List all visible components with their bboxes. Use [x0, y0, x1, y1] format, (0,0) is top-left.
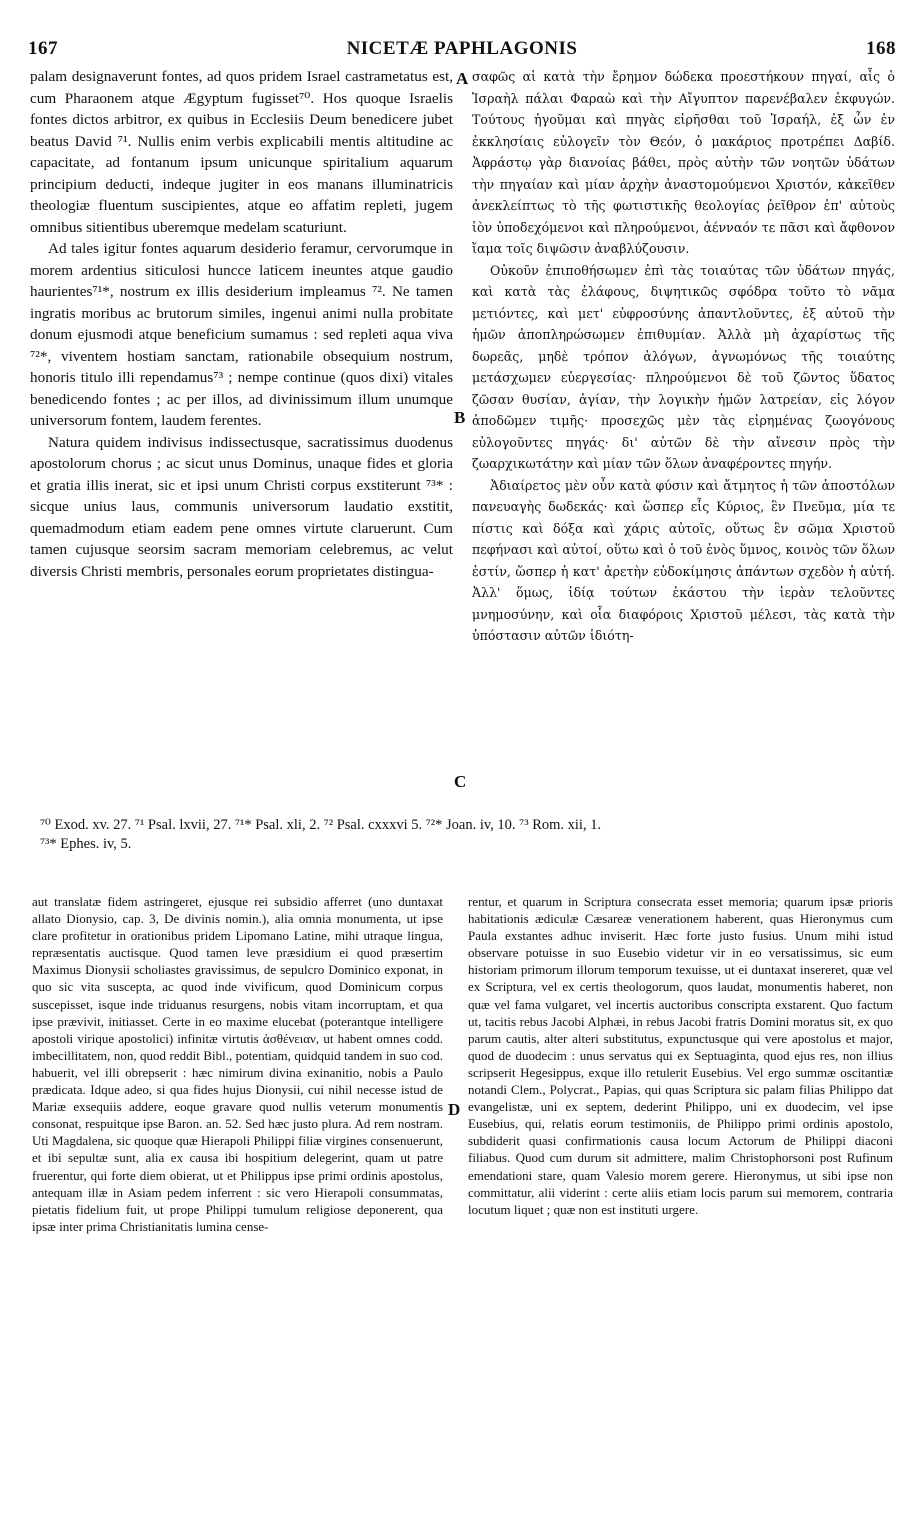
greek-paragraph: Ἀδιαίρετος μὲν οὖν κατὰ φύσιν καὶ ἄτμητος ἡ τῶν ἀποστόλων πανευαγὴς δωδεκάς· καὶ ὥσπερ εἷς Κύριος, ἓν Πνεῦμα, μία τε πίστις καὶ δόξα καὶ χάρις αὐτοῖς, οὕτως ἓν σῶμα Χριστοῦ πεφήνασι καὶ αὐτοί, οὕτω καὶ ὁ τοῦ ἑνὸς ὕμνος, κοινὸς τῶν ὅλων ἐστίν, ὥσπερ ἡ κατ' ἀρετὴν εὐδοκίμησις ἁπάντων σχεδὸν ἡ αὐτή. Ἀλλ' ὅμως, ἰδίᾳ τούτων ἑκάστου τὴν ἱερὰν τελοῦντες μνημοσύνην, καὶ οἷα διαφόροις Χριστοῦ μέλεσι, τὰς κατὰ τὴν ὑπόστασιν αὐτῶν ἰδιότη-	[472, 477, 895, 643]
right-page-number: 168	[866, 38, 896, 59]
notes-paragraph: aut translatæ fidem astringeret, ejusque rei subsidio afferret (uno duntaxat allato Dionysio, cap. 3, De divinis nomin.), alia omnia monumenta, ut ipse clare profitetur in orationibus pridem Lipomano Latine, mihi utraque lingua, repræsentatis auctisque. Quod tamen leve præsidium ei quod præsertim Maximus Dionysii scholiastes gravissimus, de sepulcro Dominico exponat, in quo sic vita suscepta, ac quod inde vivificum, quod Dominicum corpus suscepisset, isque inde triduanus resurgens, nobis vitam incorruptam, et qua ipse prævivit, initiasset. Certe in eo maxime elucebat (poterantque intelligere apostoli virique apostolici) infinitæ virtutis ἀσθένειαν, ut habent omnes codd. imbecillitatem, non, quod reddit Bibl., potentiam, quidquid tandem in suo cod. habuerit, vel illi obrepserit : hæc nimirum divina exinanitio, nobis a Paulo prædicata. Idque adeo, si qua fides hujus Dionysii, cui nihil necesse istud de Mariæ exsequiis addere, eoque gravare quod nullis veterum monumentis consonat, respuitque ipse Baron. an. 52. Sed hæc justo plura. Ad rem nostram. Uti Magdalena, sic quoque quæ Hierapoli Philippi filiæ virgines consenuerunt, et ibi sepultæ sunt, alia ex causa ibi hospitium delegerint, quam ut patre fruerentur, qui forte diem obierat, ut et Philippus ipse primi ordinis apostolus, antequam illæ in Asiam pedem inferrent : sic vero Hierapoli consummatas, pietatis fidelium fuit, ut prope Philippi tumulum religiose deponerent, qua ipsæ inter prima Christianitatis lumina cense-	[32, 894, 443, 1234]
latin-text-column	[30, 66, 453, 582]
footnote-line: ⁷⁰ Exod. xv. 27. ⁷¹ Psal. lxvii, 27. ⁷¹* Psal. xli, 2. ⁷² Psal. cxxxvi 5. ⁷²* Joan. iv, 10. ⁷³ Rom. xii, 1.	[40, 817, 602, 833]
latin-paragraph: palam designaverunt fontes, ad quos pridem Israel castrametatus est, cum Pharaonem atque Ægyptum fugisset⁷⁰. Hos quoque Israelis fontes dictos arbitror, ex quibus in Ecclesiis Deum benedicere jubet beatus David ⁷¹. Nullis enim verbis explicabili mentis altitudine ac capacitate, ad fontanum ipsum unicunque spiritalium aquarum principium deducti, indeque jugiter in eos manans illuminatricis theologiæ fluentum suscipientes, atque eo affatim repleti, jugem omnibus sitientibus uberemque medelam scaturiunt.	[30, 68, 453, 236]
margin-letter-d: D	[448, 1100, 461, 1119]
footnote-line: ⁷³* Ephes. iv, 5.	[40, 836, 132, 852]
margin-letter-c: C	[454, 772, 467, 791]
margin-letter-b: B	[454, 408, 466, 427]
greek-paragraph: σαφῶς αἱ κατὰ τὴν ἔρημον δώδεκα προεστήκουν πηγαί, αἷς ὁ Ἰσραὴλ πάλαι Φαραὼ καὶ τὴν Αἴγυπτον παρενέβαλεν ἐκφυγών. Τούτους ἡγοῦμαι καὶ πηγὰς εἰρῆσθαι τοῦ Ἰσραήλ, ἐξ ὧν ἐν ἐκκλησίαις εὐλογεῖν τὸν Θεόν, ὁ μακάριος προτρέπει Δαβίδ. Ἀφράστῳ γὰρ διανοίας βάθει, πρὸς αὐτὴν τῶν νοητῶν ὑδάτων τὴν πηγαίαν καὶ μίαν ἀρχὴν ἀναστομούμενοι Χριστόν, κἀκεῖθεν ἀνεκλείπτως τὸ τῆς φωτιστικῆς θεολογίας ῥεῖθρον ἐπ' αὐτοὺς ἰὸν ὑποδεχόμενοι καὶ πληρούμενοι, ἀένναόν τε πᾶσι καὶ ἄφθονον ἴαμα τοῖς διψῶσιν ἀναβλύζουσιν.	[472, 69, 895, 256]
latin-paragraph: Ad tales igitur fontes aquarum desiderio feramur, cervorumque in morem ardentius siticulosi huncce laticem ineuntes atque gaudio haurientes⁷¹*, nostrum ex illis desiderium impleamus ⁷². Ne tamen ingratis moribus ac brutorum similes, ingenui animi nulla probitate donum ejusmodi atque beneficium sumamus : sed repleti aqua viva ⁷²*, viventem hostiam sanctam, rationabile obsequium nostrum, honoris titulo illi rependamus⁷³ ; nempe continue (quos dixi) vitales benedicendo fontes ; ac per illos, ad divinissimum illum unumque universorum fontem, laudem ferentes.	[30, 240, 453, 429]
notes-paragraph: rentur, et quarum in Scriptura consecrata esset memoria; quarum ipsæ prioris habitationis ædiculæ Cæsareæ venerationem haberent, quas Hieronymus cum Paula exstantes adhuc inviserit. Hæc forte justo fusius. Unum mihi istud observare potuisse in suo Eusebio videtur vir in eo versatissimus, sic eum historiam primorum illorum temporum texuisse, ut ei duntaxat insereret, quæ vel ex Scriptura, vel ex certis theologorum, quos laudat, monumentis haberet, non quæ vel fama vulgaret, vel incertis auctoribus conscripta exstarent. Quo factum ut, tacitis rebus Jacobi Alphæi, in rebus Jacobi fratris Domini moratus sit, ex quo parum cautis, alter alteri substitutus, expunctusque qui vere apostolus et major, quod de duodecim : unus servatus qui ex Septuaginta, quod ejus res, non illius scripserit Hegesippus, exque illo retulerit Eusebius. Vel ergo summæ oscitantiæ notandi Clem., Polycrat., Papias, qui quas Scriptura sic palam filias Philippo dat evangelistæ, uni ex septem, dederint Philippo, uni ex duodecim, vel ipse Eusebius, qui, relatis eorum testimoniis, de Philippo primi ordinis apostolo, subdiderit quasi confirmationis causa locum Actorum de Philippi diaconi filiabus. Quod cum durum sit admittere, malim Christophorsoni post Rufinum emendationi stare, quam Valesio morem gerere. Hieronymus, ut sibi ipse non committatur, alii viderint : certe aliis etiam locis parum sui memorem, contraria locutum liquet ; quæ non est instituti urgere.	[468, 894, 893, 1217]
running-header	[28, 38, 896, 64]
left-page-number: 167	[28, 38, 58, 59]
notes-left-column	[32, 893, 443, 1235]
footnotes	[40, 816, 900, 854]
running-title: NICETÆ PAPHLAGONIS	[346, 38, 578, 59]
latin-paragraph: Natura quidem indivisus indissectusque, sacratissimus duodenus apostolorum chorus ; ac sicut unus Dominus, unaque fides et gloria et gratia illis inerat, sic et ipsi unum Christi corpus exstiterunt ⁷³* : sicque unius laus, communis universorum laudatio exstitit, quemadmodum etiam eadem pene omnes virtute claruerunt. Cum tamen cujusque seorsim sacram memoriam celebremus, ac velut diversis Christi membris, personales eorum proprietates distingua-	[30, 433, 453, 580]
notes-right-column	[468, 893, 893, 1218]
greek-text-column	[472, 66, 895, 647]
greek-paragraph: Οὐκοῦν ἐπιποθήσωμεν ἐπὶ τὰς τοιαύτας τῶν ὑδάτων πηγάς, καὶ κατὰ τὰς ἐλάφους, διψητικῶς σφόδρα τοῦτο τὸ νᾶμα μετιόντες, καὶ μετ' εὐφροσύνης ἀπαντλοῦντες, ἐξ αὐτοῦ τὴν ἡμῶν ἀποπληρώσωμεν ἐπιθυμίαν. Ἀλλὰ μὴ ἀχαρίστως τῆς δωρεᾶς, μηδὲ τρόπον ἀλόγων, ἀγνωμόνως τῆς τοιαύτης μετάσχωμεν εὐεργεσίας· πληρούμενοι δὲ τοῦ ζῶντος ὕδατος ζῶσαν θυσίαν, ἁγίαν, τὴν λογικὴν ἡμῶν λατρείαν, εἰς λόγον ἀποδῶμεν τιμῆς· προσεχῶς μὲν τὰς εἰρημένας ζωογόνους εὐλογοῦντες πηγάς· δι' αὐτῶν δὲ τὴν αἴνεσιν πρὸς τὴν ζωαρχικωτάτην καὶ μίαν τῶν ὅλων ἀναφέροντες πηγήν.	[472, 262, 895, 471]
margin-letter-a: A	[456, 69, 469, 88]
